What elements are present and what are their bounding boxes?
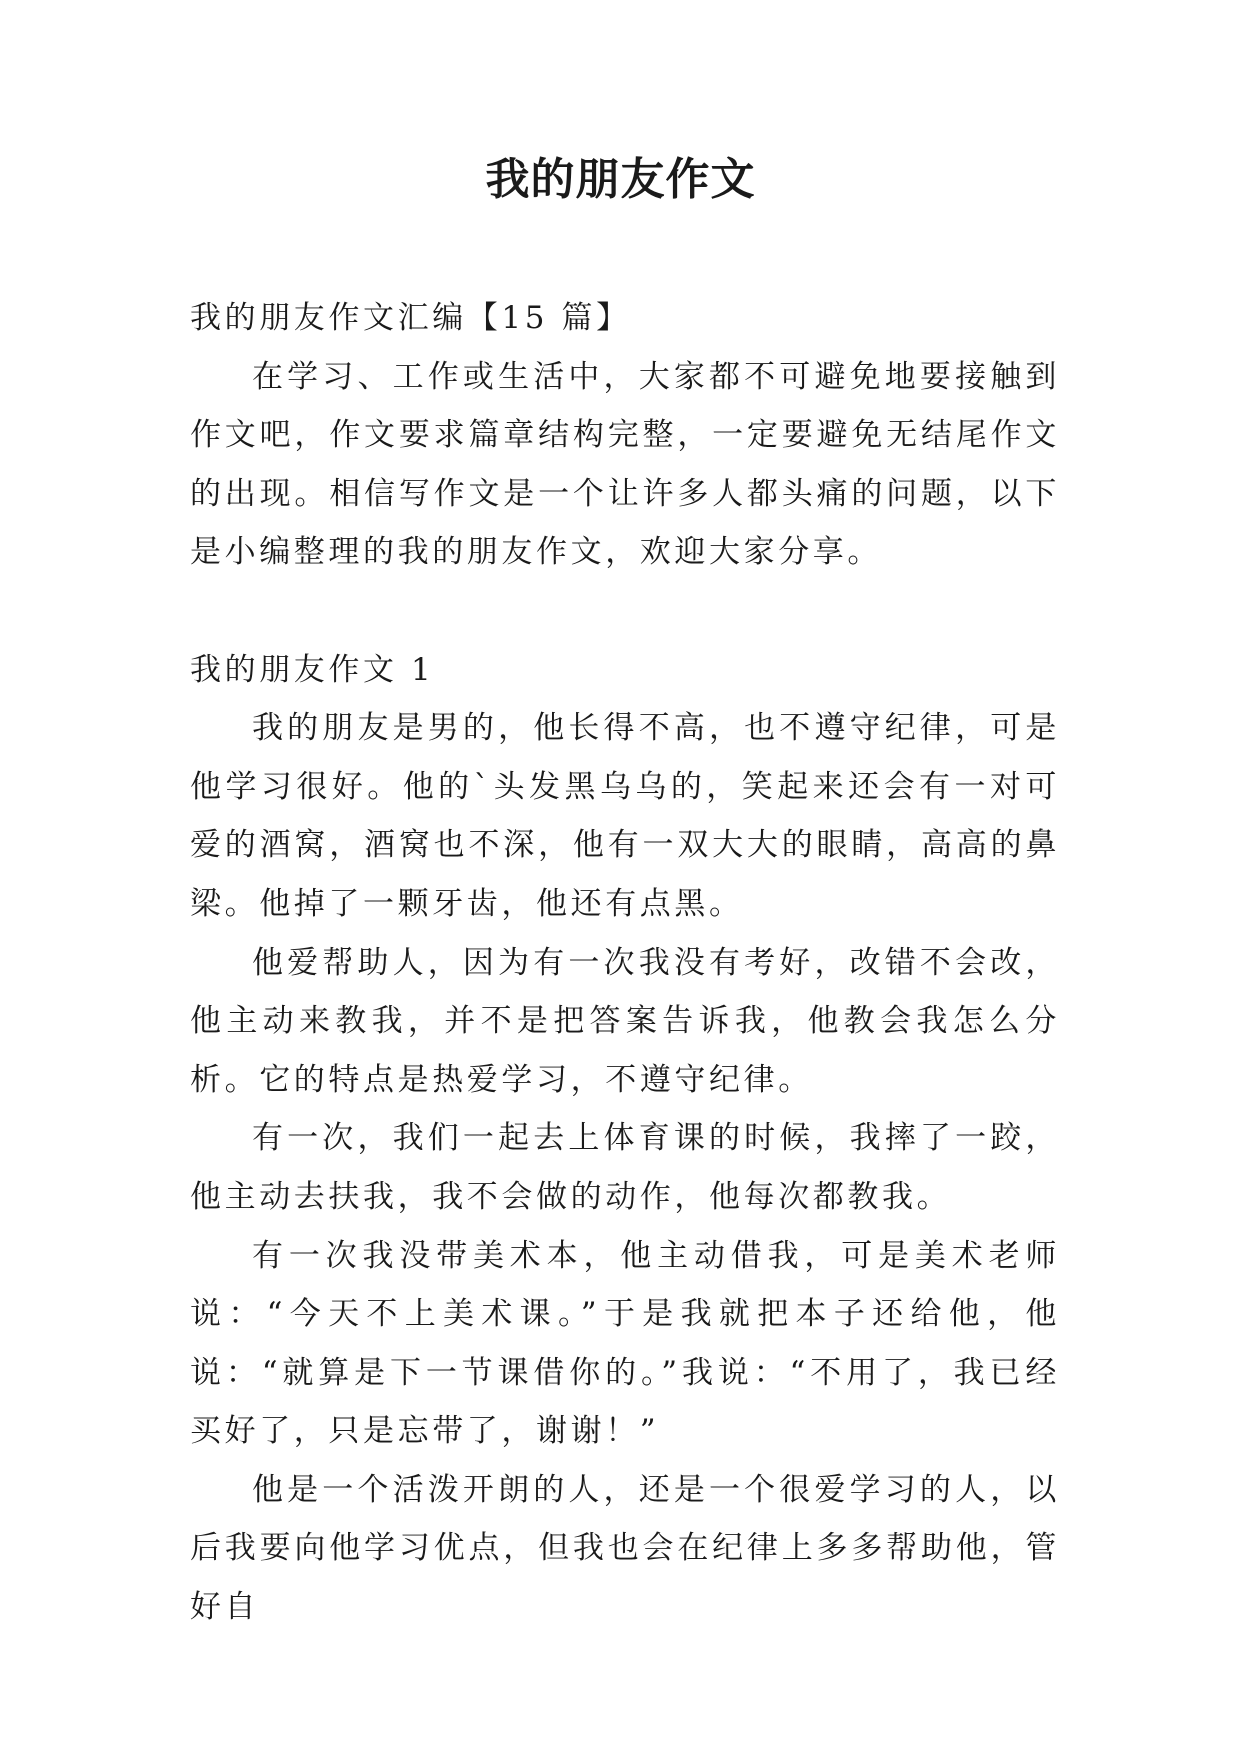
document-body bbox=[190, 289, 1060, 1637]
essay-1-heading: 我的朋友作文 1 bbox=[190, 651, 435, 688]
section-spacer bbox=[190, 582, 1060, 641]
essay-1-paragraph-1: 我的朋友是男的，他长得不高，也不遵守纪律，可是他学习很好。他的`头发黑乌乌的，笑起来还会有一对可爱的酒窝，酒窝也不深，他有一双大大的眼睛，高高的鼻梁。他掉了一颗牙齿，他还有点黑。 bbox=[190, 710, 1060, 922]
essay-1-paragraph-2: 他爱帮助人，因为有一次我没有考好，改错不会改，他主动来教我，并不是把答案告诉我，他教会我怎么分析。它的特点是热爱学习，不遵守纪律。 bbox=[190, 944, 1060, 1098]
essay-1-paragraph-5: 他是一个活泼开朗的人，还是一个很爱学习的人，以后我要向他学习优点，但我也会在纪律上多多帮助他，管好自 bbox=[190, 1471, 1060, 1626]
collection-heading: 我的朋友作文汇编【15 篇】 bbox=[190, 300, 631, 336]
essay-1-paragraph-3: 有一次，我们一起去上体育课的时候，我摔了一跤，他主动去扶我，我不会做的动作，他每次都教我。 bbox=[190, 1120, 1060, 1215]
intro-paragraph: 在学习、工作或生活中，大家都不可避免地要接触到作文吧，作文要求篇章结构完整，一定要避免无结尾作文的出现。相信写作文是一个让许多人都头痛的问题，以下是小编整理的我的朋友作文，欢迎大家分享。 bbox=[190, 358, 1060, 571]
document-title: 我的朋友作文 bbox=[485, 154, 756, 205]
essay-1-paragraph-4: 有一次我没带美术本，他主动借我，可是美术老师说：“今天不上美术课。”于是我就把本子还给他，他说：“就算是下一节课借你的。”我说：“不用了，我已经买好了，只是忘带了，谢谢！” bbox=[190, 1237, 1060, 1450]
